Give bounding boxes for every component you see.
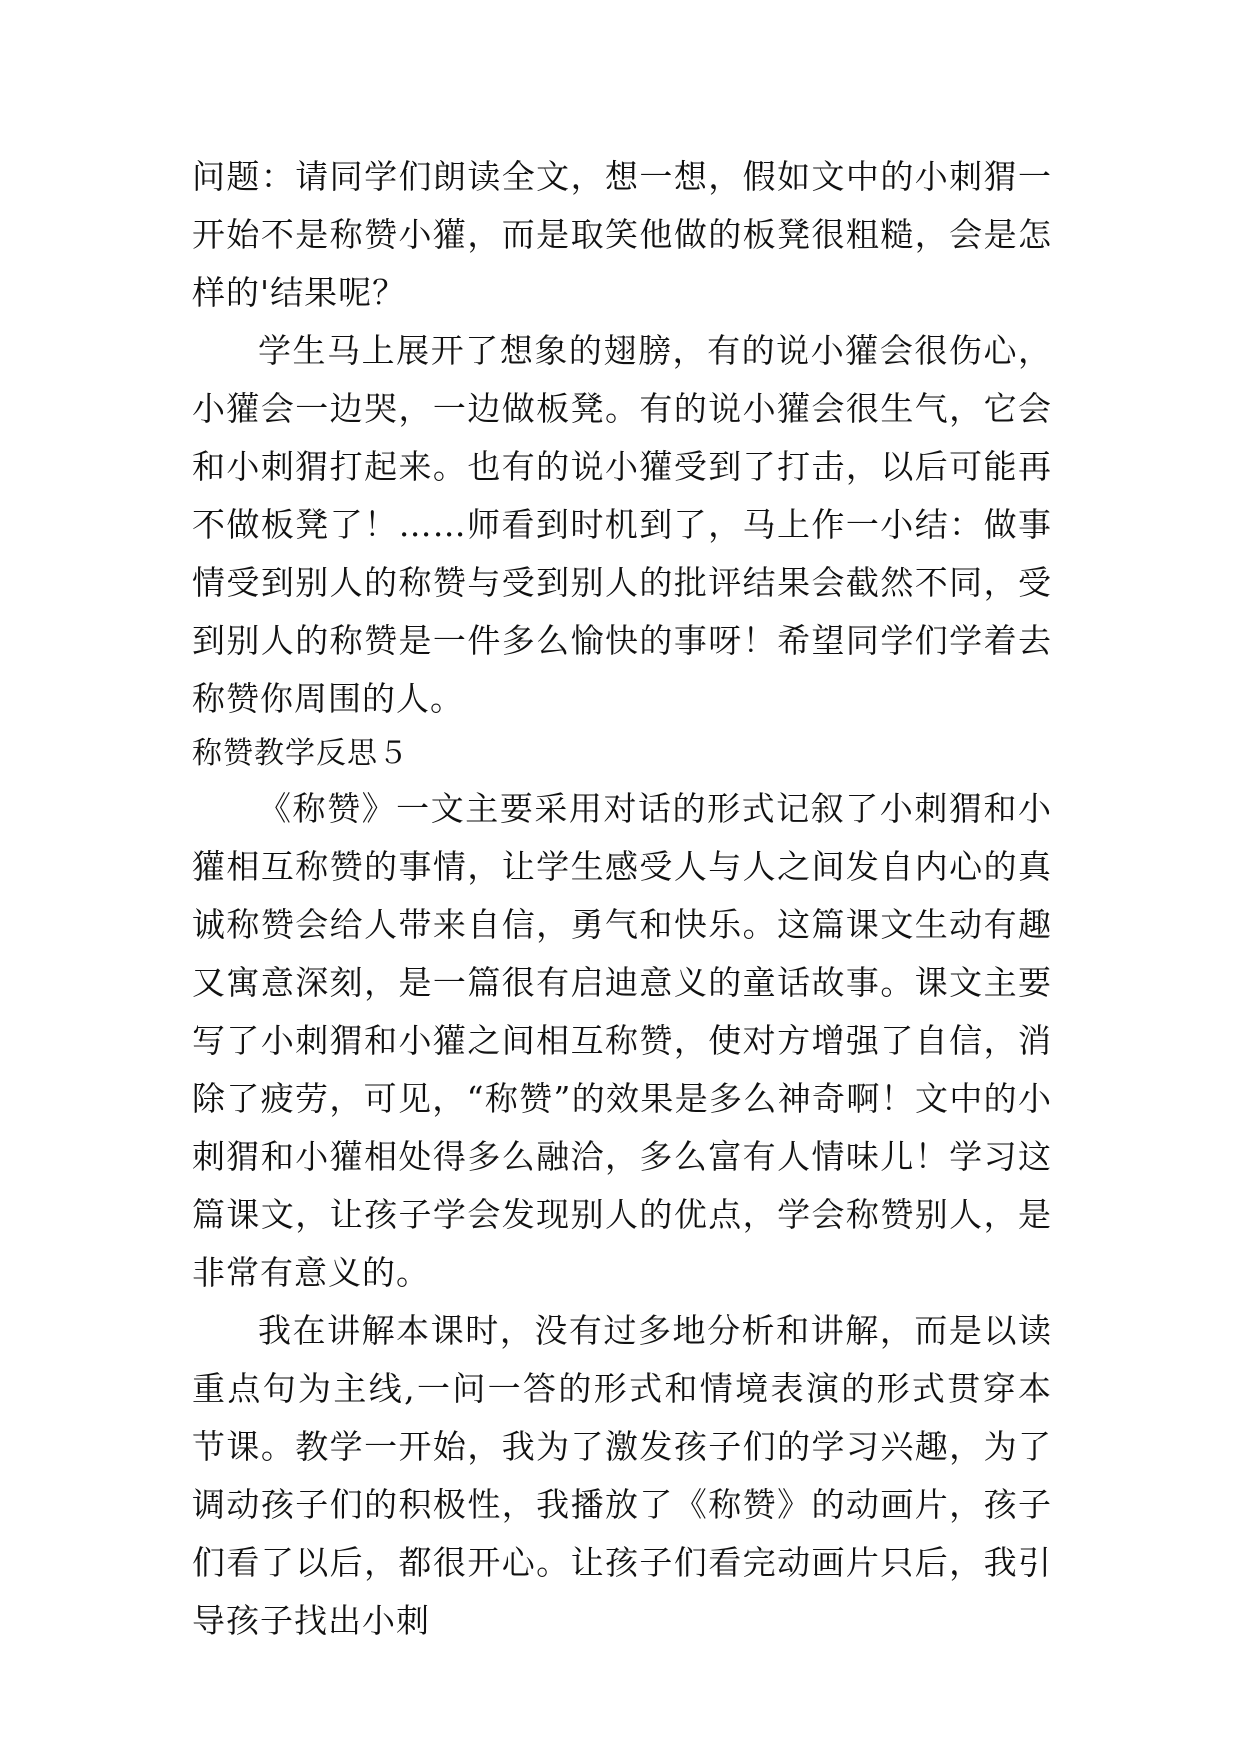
paragraph-text-summary: 《称赞》一文主要采用对话的形式记叙了小刺猬和小獾相互称赞的事情，让学生感受人与人之间发自内心的真诚称赞会给人带来自信，勇气和快乐。这篇课文生动有趣又寓意深刻，是一篇很有启迪意义的童话故事。课文主要写了小刺猬和小獾之间相互称赞，使对方增强了自信，消除了疲劳，可见，“称赞”的效果是多么神奇啊！文中的小刺猬和小獾相处得多么融洽，多么富有人情味儿！学习这篇课文，让孩子学会发现别人的优点，学会称赞别人，是非常有意义的。	[192, 789, 1052, 1292]
paragraph-teaching-method: 我在讲解本课时，没有过多地分析和讲解，而是以读重点句为主线,一问一答的形式和情境表演的形式贯穿本节课。教学一开始，我为了激发孩子们的学习兴趣，为了调动孩子们的积极性，我播放了《称赞》的动画片，孩子们看了以后，都很开心。让孩子们看完动画片只后，我引导孩子找出小刺	[192, 1311, 1052, 1640]
paragraph-student-responses: 学生马上展开了想象的翅膀，有的说小獾会很伤心，小獾会一边哭，一边做板凳。有的说小獾会很生气，它会和小刺猬打起来。也有的说小獾受到了打击，以后可能再不做板凳了！……师看到时机到了，马上作一小结：做事情受到别人的称赞与受到别人的批评结果会截然不同，受到别人的称赞是一件多么愉快的事呀！希望同学们学着去称赞你周围的人。	[192, 331, 1052, 718]
paragraph-question: 问题：请同学们朗读全文，想一想，假如文中的小刺猬一开始不是称赞小獾，而是取笑他做的板凳很粗糙，会是怎样的'结果呢？	[192, 157, 1052, 312]
section-heading: 称赞教学反思５	[192, 736, 409, 771]
document-page	[192, 148, 1052, 1650]
